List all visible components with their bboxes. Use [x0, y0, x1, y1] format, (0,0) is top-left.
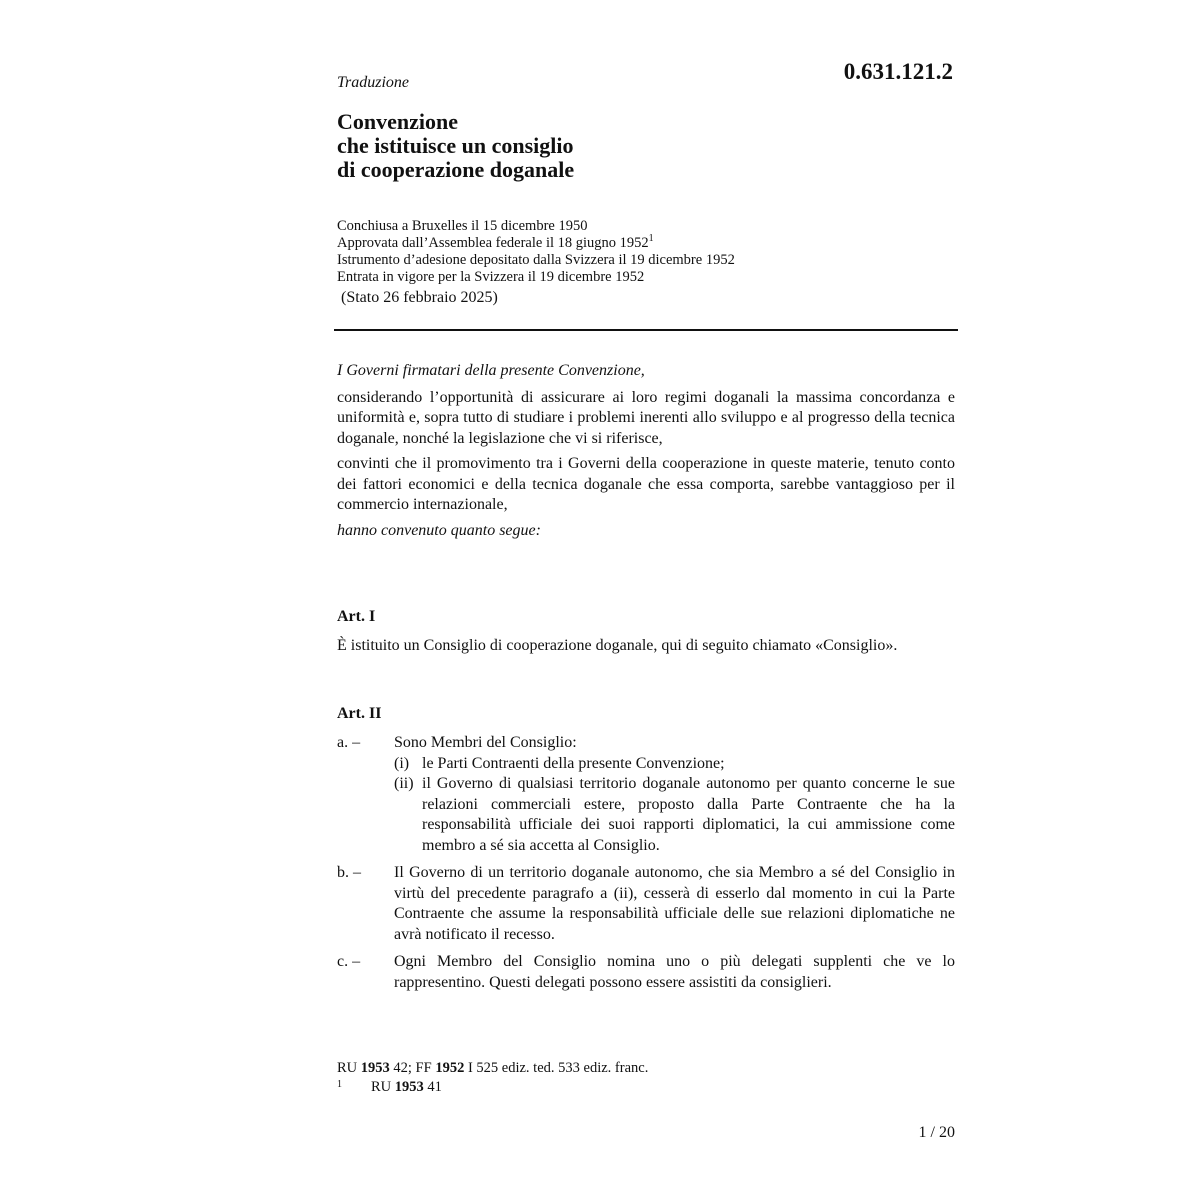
article-item	[337, 733, 955, 856]
item-label: b. –	[337, 864, 361, 881]
footnote-ref[interactable]: 1	[648, 233, 654, 244]
article-item	[337, 952, 955, 993]
translation-label: Traduzione	[337, 74, 410, 91]
ref-year: 1952	[435, 1060, 465, 1076]
item-text: Il Governo di un territorio doganale autonomo, che sia Membro a sé del Consiglio in virtù del precedente paragrafo a (ii), cesserà di esserlo dal momento in cui la Parte Contraente che assume la responsabilità ufficiale delle sue relazioni diplomatiche ne avrà notificato il recesso.	[394, 864, 955, 943]
document-title	[337, 110, 574, 182]
sub-item-label: (ii)	[394, 775, 414, 792]
sr-number: 0.631.121.2	[843, 59, 953, 84]
preamble-intro: I Governi firmatari della presente Convenzione,	[337, 362, 645, 379]
title-line: che istituisce un consiglio	[337, 133, 574, 158]
footnote-year: 1953	[394, 1079, 424, 1095]
page-number: 1 / 20	[918, 1124, 955, 1141]
meta-concluded: Conchiusa a Bruxelles il 15 dicembre 1950	[337, 218, 588, 234]
footnote-prefix: RU	[371, 1079, 392, 1095]
preamble-paragraph: convinti che il promovimento tra i Governi della cooperazione in queste materie, tenuto conto dei fattori economici e della tecnica doganale che essa comporta, sarebbe vantaggioso per il commercio internazionale,	[337, 455, 955, 513]
item-label: a. –	[337, 734, 361, 751]
item-text: Sono Membri del Consiglio:	[394, 734, 577, 751]
article-heading: Art. II	[337, 705, 382, 722]
document-meta	[337, 218, 735, 286]
status-date: (Stato 26 febbraio 2025)	[341, 289, 498, 306]
item-label: c. –	[337, 953, 361, 970]
title-line: Convenzione	[337, 109, 458, 134]
article-text: È istituito un Consiglio di cooperazione doganale, qui di seguito chiamato «Consiglio».	[337, 637, 898, 654]
header-divider	[334, 329, 958, 331]
sub-item	[394, 754, 955, 775]
meta-approved-row	[337, 235, 735, 252]
sub-item-label: (i)	[394, 754, 410, 772]
ref-mid: 42; FF	[393, 1060, 432, 1076]
sub-item-text: le Parti Contraenti della presente Convenzione;	[422, 754, 725, 772]
footnote	[337, 1078, 648, 1097]
footer-notes	[337, 1059, 648, 1097]
preamble-paragraph: considerando l’opportunità di assicurare ai loro regimi doganali la massima concordanza e uniformità e, sopra tutto di studiare i problemi inerenti allo sviluppo e al progresso della tecnica doganale, nonché la legislazione che vi si riferisce,	[337, 388, 955, 447]
footnote-suffix: 41	[427, 1079, 442, 1095]
article-item	[337, 863, 955, 945]
footnote-text	[371, 1078, 442, 1097]
item-text: Ogni Membro del Consiglio nomina uno o più delegati supplenti che ve lo rappresentino. Questi delegati possono essere assistiti da consiglieri.	[394, 953, 955, 991]
ref-year: 1953	[360, 1060, 390, 1076]
article-items	[337, 733, 955, 1000]
ref-prefix: RU	[337, 1060, 358, 1076]
ref-suffix: I 525 ediz. ted. 533 ediz. franc.	[467, 1060, 649, 1076]
document-page	[337, 0, 957, 1200]
source-reference	[337, 1059, 648, 1078]
preamble	[337, 361, 955, 546]
sub-item	[394, 774, 955, 856]
sub-item-text: il Governo di qualsiasi territorio doganale autonomo per quanto concerne le sue relazioni commerciali estere, proposto dalla Parte Contraente che ha la responsabilità ufficiale dei suoi rapporti diplomatici, la cui ammissione come membro a sé sia accetta al Consiglio.	[422, 775, 955, 854]
article-heading: Art. I	[337, 608, 376, 625]
meta-in-force: Entrata in vigore per la Svizzera il 19 dicembre 1952	[337, 269, 645, 285]
meta-accession: Istrumento d’adesione depositato dalla Svizzera il 19 dicembre 1952	[337, 252, 735, 268]
title-line: di cooperazione doganale	[337, 157, 575, 182]
item-body	[394, 733, 955, 856]
meta-approved: Approvata dall’Assemblea federale il 18 giugno 1952	[337, 235, 649, 251]
footnote-mark: 1	[337, 1079, 342, 1090]
preamble-closing: hanno convenuto quanto segue:	[337, 521, 541, 539]
